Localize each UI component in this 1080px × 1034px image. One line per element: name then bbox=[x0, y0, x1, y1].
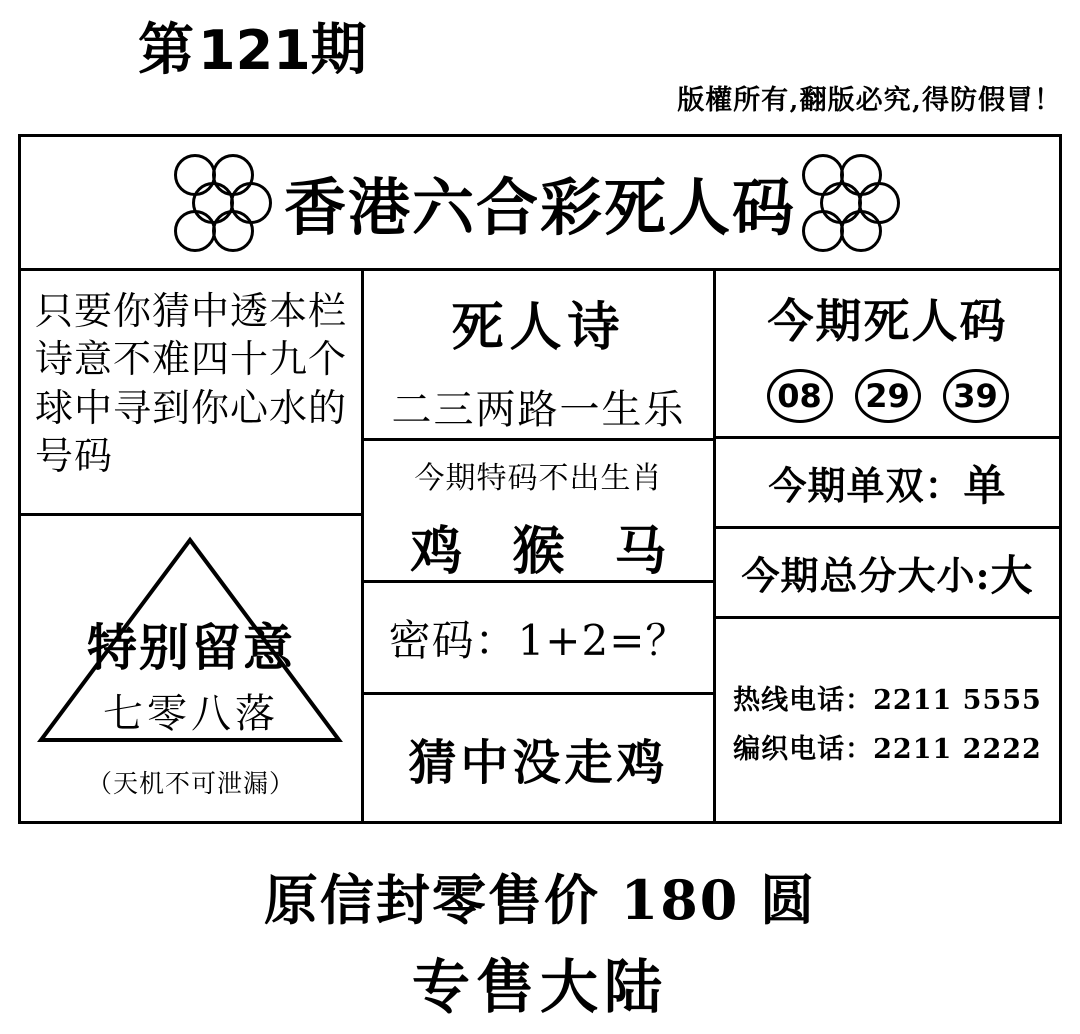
phone-section bbox=[716, 619, 1059, 824]
hotline-label: 热线电话： bbox=[733, 684, 874, 716]
excluded-zodiac-label: 今期特码不出生肖 bbox=[414, 461, 663, 496]
ball-cluster-left-icon bbox=[168, 148, 284, 258]
region-line: 专售大陆 bbox=[411, 953, 668, 1021]
secret-code-line: 密码：1+2=？ bbox=[364, 583, 713, 695]
number-ball: 08 bbox=[767, 369, 833, 423]
special-notice-subtitle: 七零八落 bbox=[103, 691, 279, 737]
issue-prefix: 第 bbox=[138, 17, 198, 83]
weave-label: 编织电话： bbox=[733, 733, 874, 765]
ball-cluster-right-icon bbox=[796, 148, 912, 258]
hotline-row bbox=[733, 678, 1042, 717]
content-columns bbox=[21, 271, 1059, 824]
odd-even-value: 单 bbox=[963, 460, 1007, 510]
tail-slogan: 猜中没走鸡 bbox=[408, 734, 669, 791]
odd-even-label: 今期单双： bbox=[768, 463, 964, 508]
page-title: 香港六合彩死人码 bbox=[283, 171, 796, 244]
right-column bbox=[716, 271, 1059, 824]
excluded-zodiac-section bbox=[364, 441, 713, 583]
size-label: 今期总分大小: bbox=[741, 553, 991, 598]
issue-suffix: 期 bbox=[310, 17, 371, 83]
special-notice-title: 特别留意 bbox=[87, 618, 295, 677]
poem-section bbox=[364, 271, 713, 441]
current-numbers-section bbox=[716, 271, 1059, 439]
excluded-zodiac-values: 鸡 猴 马 bbox=[410, 521, 683, 582]
weave-row bbox=[733, 727, 1042, 766]
special-notice-note: （天机不可泄漏） bbox=[86, 769, 295, 798]
current-numbers-title: 今期死人码 bbox=[767, 294, 1008, 348]
odd-even-row bbox=[716, 439, 1059, 529]
issue-number: 121 bbox=[198, 19, 311, 82]
middle-column bbox=[364, 271, 716, 824]
weave-value: 2211 2222 bbox=[873, 733, 1042, 765]
hotline-value: 2211 5555 bbox=[873, 684, 1042, 716]
title-band bbox=[21, 137, 1059, 271]
intro-text: 只要你猜中透本栏诗意不难四十九个球中寻到你心水的号码 bbox=[21, 271, 361, 516]
price-line: 原信封零售价 180 圆 bbox=[263, 868, 817, 932]
poem-title: 死人诗 bbox=[451, 297, 626, 358]
number-ball: 29 bbox=[855, 369, 921, 423]
copyright-notice: 版權所有‚翻版必究‚得防假冒！ bbox=[677, 85, 1062, 116]
number-ball: 39 bbox=[943, 369, 1009, 423]
left-column bbox=[21, 271, 364, 824]
main-frame bbox=[18, 134, 1062, 824]
size-row bbox=[716, 529, 1059, 619]
issue-title bbox=[138, 6, 371, 86]
size-value: 大 bbox=[990, 550, 1034, 600]
poem-line: 二三两路一生乐 bbox=[391, 387, 686, 433]
number-balls bbox=[716, 369, 1059, 423]
special-notice-box bbox=[21, 516, 361, 821]
